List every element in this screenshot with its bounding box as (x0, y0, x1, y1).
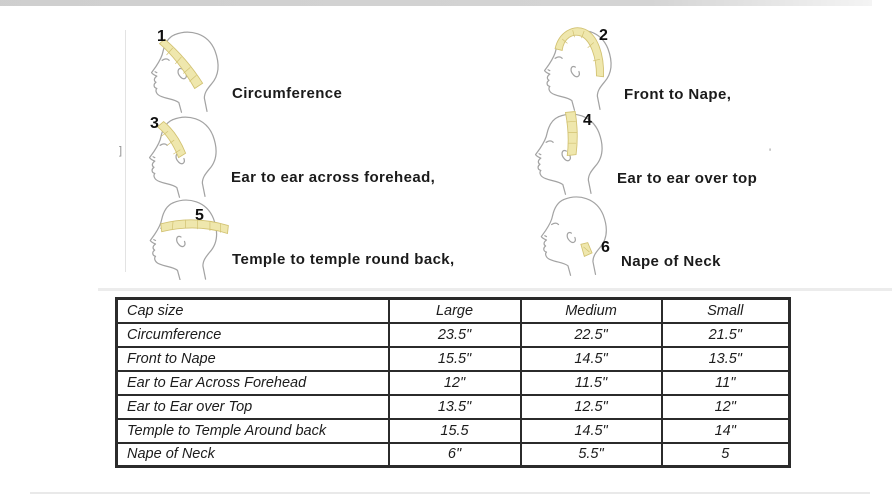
column-header-large: Large (389, 299, 521, 323)
cell-medium: 12.5" (521, 395, 662, 419)
cell-large: 12" (389, 371, 521, 395)
table-row-ear-to-ear-forehead (117, 371, 790, 395)
head-illustration-6 (524, 191, 624, 277)
cell-small: 13.5" (662, 347, 790, 371)
cell-small: 21.5" (662, 323, 790, 347)
scan-artifact-streak (98, 288, 892, 291)
row-label: Ear to Ear over Top (117, 395, 389, 419)
cell-large: 6" (389, 443, 521, 467)
measurement-label-nape: Nape of Neck (621, 253, 721, 270)
measurement-number-4: 4 (583, 112, 592, 129)
column-header-medium: Medium (521, 299, 662, 323)
row-label: Circumference (117, 323, 389, 347)
cell-large: 15.5 (389, 419, 521, 443)
cell-small: 5 (662, 443, 790, 467)
head-illustration-2 (528, 24, 628, 112)
cell-large: 13.5" (389, 395, 521, 419)
measurement-label-ear-to-ear-top: Ear to ear over top (617, 170, 758, 187)
row-label: Temple to Temple Around back (117, 419, 389, 443)
cell-medium: 11.5" (521, 371, 662, 395)
table-row-front-to-nape (117, 347, 790, 371)
measurement-diagram-ear-to-ear-top (519, 108, 889, 196)
head-illustration-5 (133, 194, 243, 280)
table-header-row (117, 299, 790, 323)
table-row-ear-to-ear-top (117, 395, 790, 419)
scan-artifact-top-band (0, 0, 872, 6)
cell-small: 11" (662, 371, 790, 395)
cell-medium: 5.5" (521, 443, 662, 467)
row-label: Nape of Neck (117, 443, 389, 467)
head-illustration-3 (133, 111, 233, 199)
measuring-tape-band (565, 112, 577, 156)
measurement-number-3: 3 (150, 115, 159, 132)
column-header-small: Small (662, 299, 790, 323)
measurement-diagram-ear-to-ear-forehead (133, 111, 503, 199)
measuring-tape-band (157, 122, 185, 158)
cell-small: 12" (662, 395, 790, 419)
measurement-label-front-to-nape: Front to Nape, (624, 86, 732, 103)
table-row-circumference (117, 323, 790, 347)
measurement-number-2: 2 (599, 27, 608, 44)
cell-medium: 14.5" (521, 419, 662, 443)
measurement-diagram-front-to-nape (528, 24, 888, 114)
measurement-diagram-circumference (135, 26, 495, 116)
measurement-number-5: 5 (195, 207, 204, 224)
artifact-mark-left: ] (119, 145, 123, 157)
cell-small: 14" (662, 419, 790, 443)
measurement-number-6: 6 (601, 239, 610, 256)
measuring-tape-band (159, 39, 202, 88)
artifact-mark-right: ' (769, 147, 772, 159)
cell-large: 15.5" (389, 347, 521, 371)
measurement-label-circumference: Circumference (232, 85, 343, 102)
cell-large: 23.5" (389, 323, 521, 347)
measurement-label-temple-to-temple: Temple to temple round back, (232, 251, 455, 268)
column-header-cap-size: Cap size (117, 299, 389, 323)
cap-size-table (115, 297, 791, 468)
cell-medium: 22.5" (521, 323, 662, 347)
table-row-nape-of-neck (117, 443, 790, 467)
measuring-tape-band (581, 243, 592, 257)
measurement-number-1: 1 (157, 28, 166, 45)
cell-medium: 14.5" (521, 347, 662, 371)
head-illustration-4 (519, 108, 619, 196)
table-row-temple-to-temple (117, 419, 790, 443)
row-label: Front to Nape (117, 347, 389, 371)
row-label: Ear to Ear Across Forehead (117, 371, 389, 395)
measurement-diagram-nape (524, 191, 894, 277)
head-illustration-1 (135, 26, 235, 114)
measurement-label-ear-to-ear-forehead: Ear to ear across forehead, (231, 169, 436, 186)
scan-artifact-bottom (30, 492, 870, 494)
scan-artifact-left-line (125, 30, 126, 272)
measurement-diagram-temple-to-temple (133, 194, 513, 282)
